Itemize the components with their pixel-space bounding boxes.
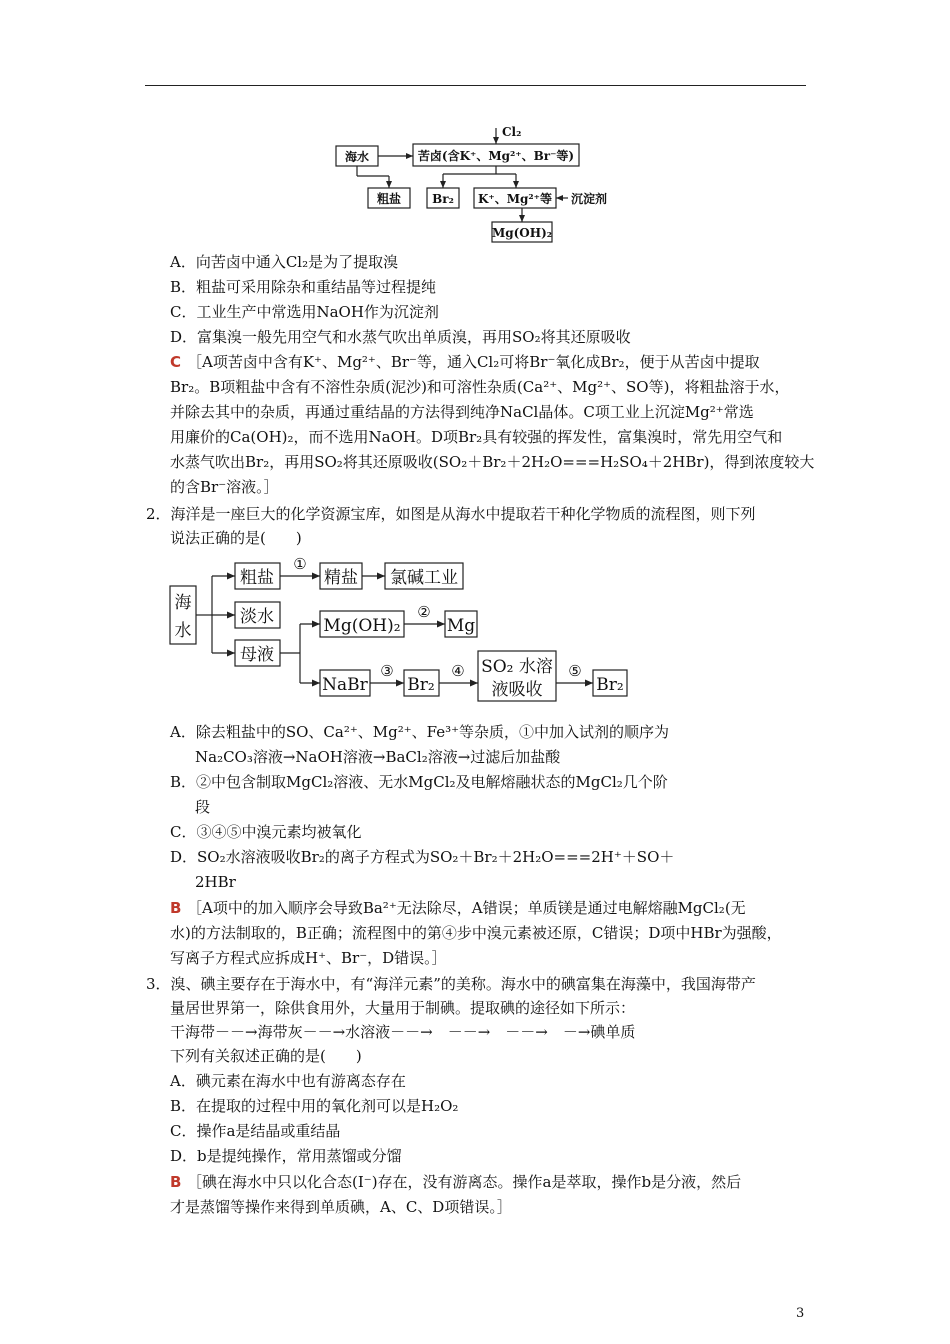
q1-explanation-line: Br₂。B项粗盐中含有不溶性杂质(泥沙)和可溶性杂质(Ca²⁺、Mg²⁺、SO等)，将粗盐溶于水， — [170, 378, 790, 396]
bittern-box: 苦卤(含K⁺、Mg²⁺、Br⁻等) — [417, 149, 575, 163]
q1-option-a: A．向苦卤中通入Cl₂是为了提取溴 — [170, 253, 399, 271]
mother-liquor-box: 母液 — [240, 645, 274, 665]
cl2-label: Cl₂ — [502, 125, 522, 139]
ions-box: K⁺、Mg²⁺等 — [477, 192, 553, 206]
sea-box-top: 海 — [174, 593, 192, 613]
seawater-flow-diagram — [0, 548, 950, 718]
page-number: 3 — [796, 1306, 805, 1321]
q3-stem: 3．溴、碘主要存在于海水中，有“海洋元素”的美称。海水中的碘富集在海藻中，我国海带产 — [146, 975, 756, 993]
q1-explanation-line: 并除去其中的杂质，再通过重结晶的方法得到纯净NaCl晶体。C项工业上沉淀Mg²⁺常选 — [170, 403, 754, 421]
crude-salt-box: 粗盐 — [240, 568, 274, 588]
q3-answer: B — [170, 1173, 182, 1191]
br2-box-a: Br₂ — [407, 675, 435, 695]
so2-box-line1: SO₂ 水溶 — [481, 657, 553, 677]
step-4-label: ④ — [451, 662, 465, 680]
q2-stem: 说法正确的是( ) — [170, 529, 302, 547]
q3-stem: 量居世界第一，除供食用外，大量用于制碘。提取碘的途径如下所示： — [170, 999, 636, 1017]
q1-explanation-line: ［A项苦卤中含有K⁺、Mg²⁺、Br⁻等，通入Cl₂可将Br⁻氧化成Br₂，便于从苦卤中提取 — [187, 353, 760, 371]
so2-box-line2: 液吸收 — [491, 680, 543, 700]
br2-box-b: Br₂ — [596, 675, 624, 695]
step-5-label: ⑤ — [568, 662, 582, 680]
bittern-flow-diagram — [0, 0, 950, 250]
q2-option-c: C．③④⑤中溴元素均被氧化 — [170, 823, 362, 841]
mg-box: Mg — [446, 616, 476, 636]
q1-option-b: B．粗盐可采用除杂和重结晶等过程提纯 — [170, 278, 437, 296]
q2-option-b: B．②中包含制取MgCl₂溶液、无水MgCl₂及电解熔融状态的MgCl₂几个阶 — [170, 773, 668, 791]
q3-option-d: D．b是提纯操作，常用蒸馏或分馏 — [170, 1147, 402, 1165]
q3-explanation-line: 才是蒸馏等操作来得到单质碘，A、C、D项错误。］ — [170, 1198, 512, 1216]
q2-option-a: A．除去粗盐中的SO、Ca²⁺、Mg²⁺、Fe³⁺等杂质，①中加入试剂的顺序为 — [170, 723, 670, 741]
step-1-label: ① — [293, 555, 307, 573]
q3-option-a: A．碘元素在海水中也有游离态存在 — [170, 1072, 406, 1090]
fresh-water-box: 淡水 — [240, 607, 274, 627]
seawater-box: 海水 — [344, 150, 370, 164]
sea-box-bottom: 水 — [174, 621, 192, 641]
q2-explanation-line: 写离子方程式应拆成H⁺、Br⁻，D错误。］ — [170, 949, 447, 967]
q3-iodine-path: 干海带－－→海带灰－－→水溶液－－→ －－→ －－→ －→碘单质 — [170, 1023, 636, 1041]
mgoh2-box: Mg(OH)₂ — [323, 616, 401, 636]
step-3-label: ③ — [380, 662, 394, 680]
q1-option-d: D．富集溴一般先用空气和水蒸气吹出单质溴，再用SO₂将其还原吸收 — [170, 328, 631, 346]
q3-option-c: C．操作a是结晶或重结晶 — [170, 1122, 341, 1140]
nabr-box: NaBr — [322, 675, 368, 695]
q2-explanation-line: ［A项中的加入顺序会导致Ba²⁺无法除尽，A错误；单质镁是通过电解熔融MgCl₂(无 — [187, 899, 746, 917]
q2-option-b-cont: 段 — [195, 798, 211, 816]
q2-explanation-line: 水)的方法制取的，B正确；流程图中的第④步中溴元素被还原，C错误；D项中HBr为强酸， — [170, 924, 782, 942]
chlor-alkali-box: 氯碱工业 — [390, 568, 458, 588]
q1-explanation-line: 水蒸气吹出Br₂，再用SO₂将其还原吸收(SO₂＋Br₂＋2H₂O===H₂SO₄＋2HBr)，得到浓度较大 — [170, 453, 815, 471]
step-2-label: ② — [417, 603, 431, 621]
fine-salt-box: 精盐 — [324, 568, 358, 588]
q2-answer: B — [170, 899, 182, 917]
q3-stem: 下列有关叙述正确的是( ) — [170, 1047, 362, 1065]
br2-box: Br₂ — [432, 192, 454, 206]
crude-salt-box: 粗盐 — [376, 192, 402, 206]
q3-explanation-line: ［碘在海水中只以化合态(I⁻)存在，没有游离态。操作a是萃取，操作b是分液，然后 — [187, 1173, 742, 1191]
mgoh2-box: Mg(OH)₂ — [491, 226, 553, 240]
q1-explanation-line: 的含Br⁻溶液。］ — [170, 478, 279, 496]
precipitant-label: 沉淀剂 — [571, 192, 608, 206]
q2-stem: 2．海洋是一座巨大的化学资源宝库，如图是从海水中提取若干种化学物质的流程图，则下列 — [146, 505, 756, 523]
q1-explanation-line: 用廉价的Ca(OH)₂，而不选用NaOH。D项Br₂具有较强的挥发性，富集溴时，常先用空气和 — [170, 428, 783, 446]
q3-option-b: B．在提取的过程中用的氧化剂可以是H₂O₂ — [170, 1097, 459, 1115]
q1-answer: C — [170, 353, 182, 371]
q2-option-d: D．SO₂水溶液吸收Br₂的离子方程式为SO₂＋Br₂＋2H₂O===2H⁺＋SO＋ — [170, 848, 675, 866]
q1-option-c: C．工业生产中常选用NaOH作为沉淀剂 — [170, 303, 439, 321]
q2-option-d-cont: 2HBr — [195, 873, 236, 891]
q2-option-a-cont: Na₂CO₃溶液→NaOH溶液→BaCl₂溶液→过滤后加盐酸 — [195, 748, 561, 766]
